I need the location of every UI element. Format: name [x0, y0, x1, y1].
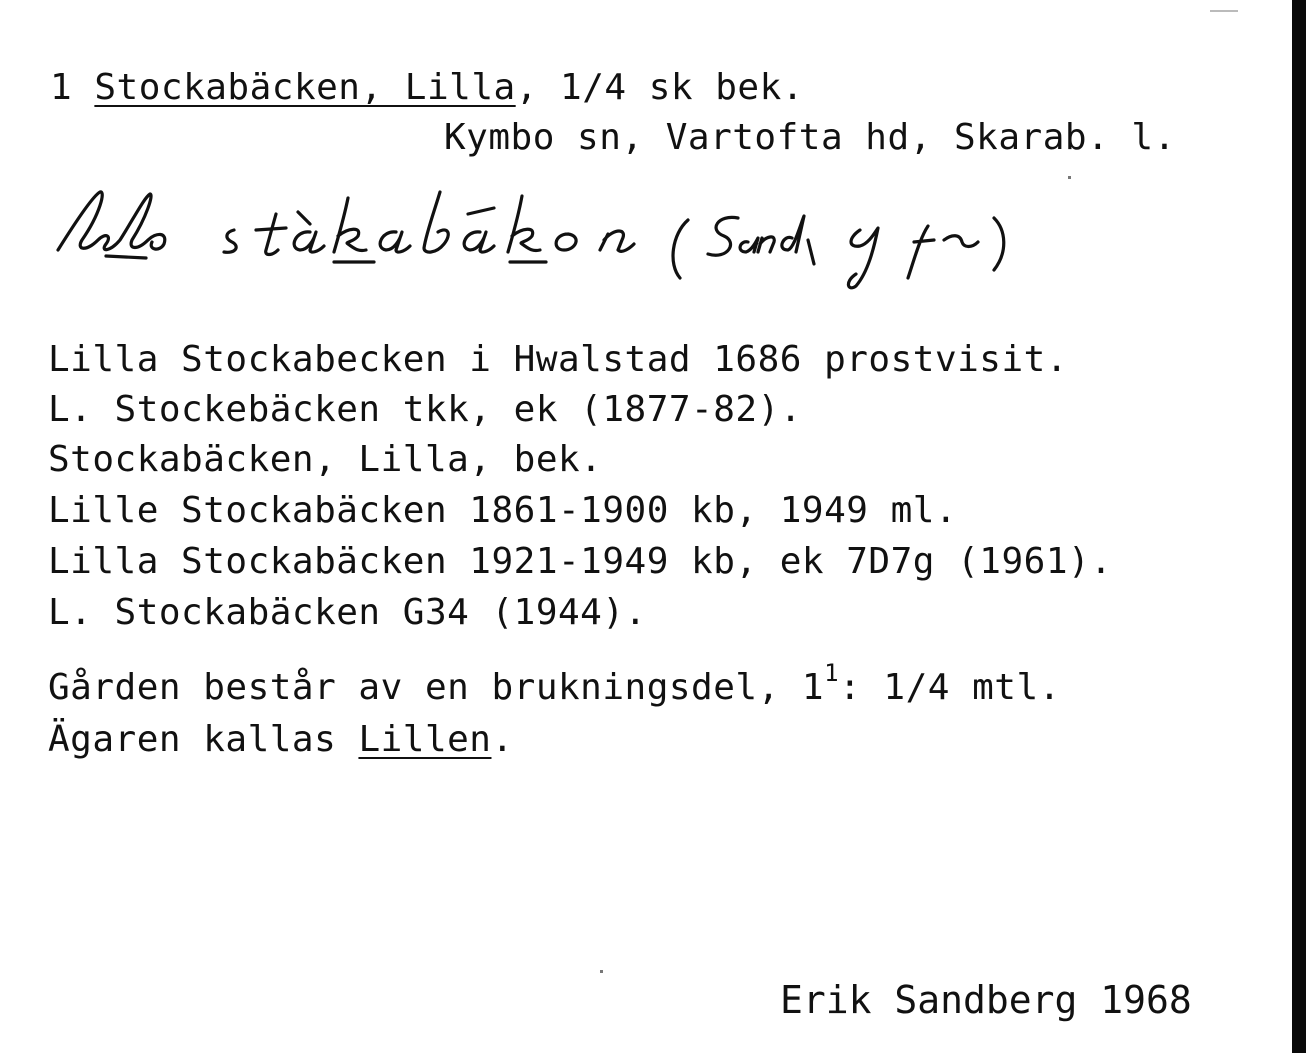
entry-line: Lilla Stockabecken i Hwalstad 1686 prostvisit. — [48, 339, 1068, 380]
farm-description: Gården består av en brukningsdel, $1^1$: 1/4 mtl. — [48, 659, 1061, 708]
place-classification: , 1/4 sk bek. — [515, 67, 804, 108]
scan-speck — [1210, 10, 1238, 12]
card-number: 1 — [50, 67, 73, 108]
entry-line: L. Stockebäcken tkk, ek (1877-82). — [48, 389, 802, 430]
place-location: Kymbo sn, Vartofta hd, Skarab. l. — [444, 117, 1176, 158]
superscript: 1 — [824, 659, 840, 687]
card-heading — [50, 68, 804, 108]
entry-line: Lille Stockabäcken 1861-1900 kb, 1949 ml. — [48, 490, 958, 531]
nickname: Lillen — [358, 719, 492, 760]
author-signature: Erik Sandberg 1968 — [780, 978, 1192, 1022]
entry-line: Stockabäcken, Lilla, bek. — [48, 439, 603, 480]
entry-line: Lilla Stockabäcken 1921-1949 kb, ek 7D7g (1961). — [48, 541, 1113, 582]
handwritten-pronunciation — [48, 178, 1118, 298]
owner-nickname: Ägaren kallas Lillen. — [48, 719, 514, 760]
place-name: Stockabäcken, Lilla — [94, 67, 516, 108]
scan-speck — [600, 970, 603, 973]
card-edge-shadow — [1292, 0, 1306, 1053]
entry-line: L. Stockabäcken G34 (1944). — [48, 592, 647, 633]
